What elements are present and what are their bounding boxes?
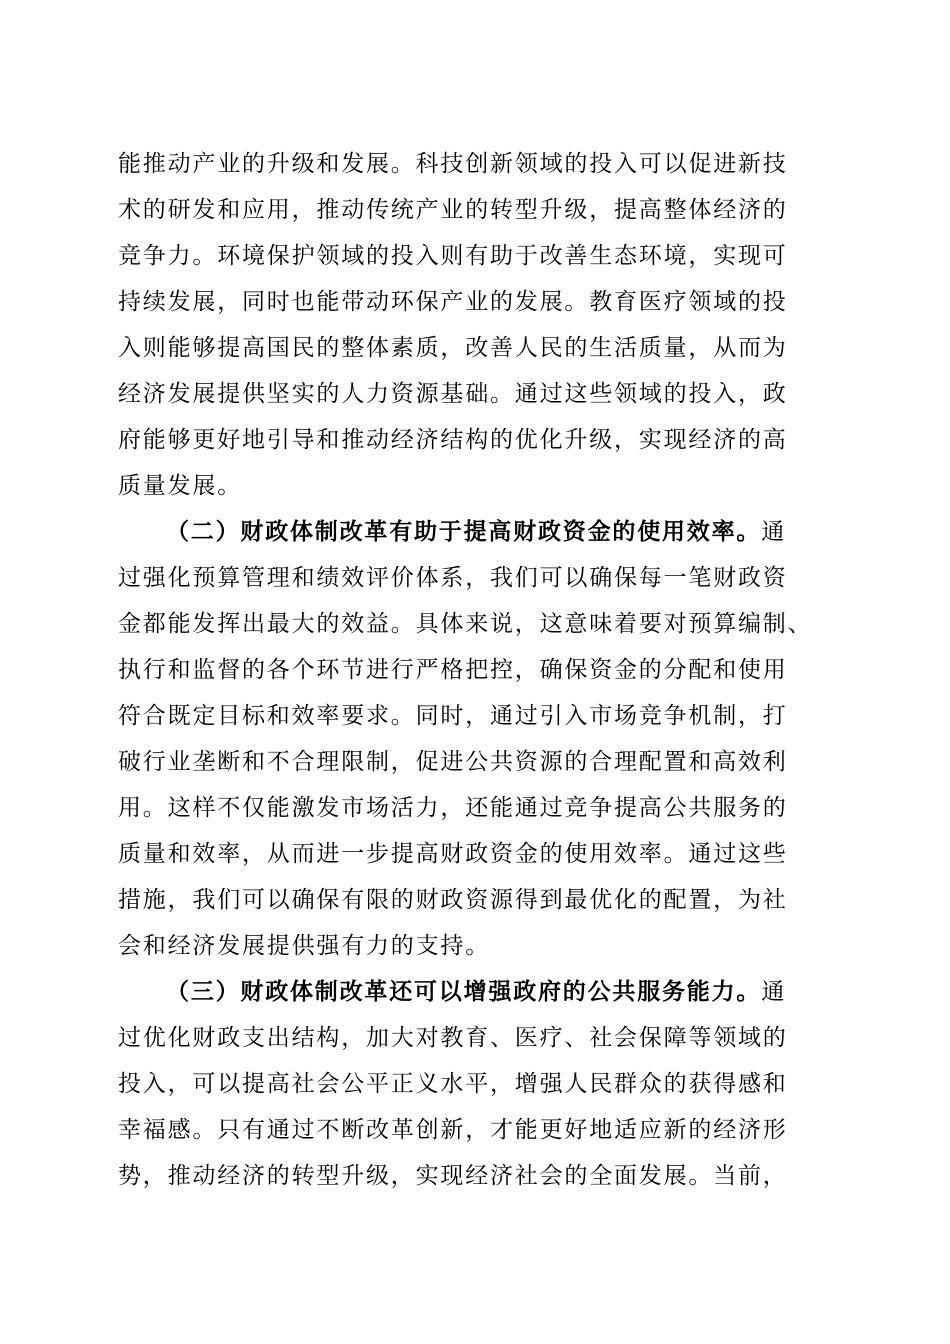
text-line: 幸福感。只有通过不断改革创新，才能更好地适应新的经济形 bbox=[118, 1117, 788, 1143]
text-line: 过优化财政支出结构，加大对教育、医疗、社会保障等领域的 bbox=[118, 1025, 788, 1051]
section-heading-2: （二）财政体制改革有助于提高财政资金的使用效率。 bbox=[166, 518, 762, 545]
text-line: 经济发展提供坚实的人力资源基础。通过这些领域的投入，政 bbox=[118, 381, 788, 407]
text-line: 持续发展，同时也能带动环保产业的发展。教育医疗领域的投 bbox=[118, 289, 788, 315]
section-heading-line bbox=[118, 509, 838, 555]
text-line: 符合既定目标和效率要求。同时，通过引入市场竞争机制，打 bbox=[118, 703, 788, 729]
heading-line-tail: 通 bbox=[761, 979, 787, 1005]
text-line: 质量发展。 bbox=[118, 473, 242, 499]
text-line: 金都能发挥出最大的效益。具体来说，这意味着要对预算编制、 bbox=[118, 611, 813, 637]
text-line: 质量和效率，从而进一步提高财政资金的使用效率。通过这些 bbox=[118, 841, 788, 867]
text-line: 会和经济发展提供强有力的支持。 bbox=[118, 933, 490, 959]
text-line: 府能够更好地引导和推动经济结构的优化升级，实现经济的高 bbox=[118, 427, 788, 453]
document-body bbox=[118, 141, 838, 1199]
section-heading-line bbox=[118, 969, 838, 1015]
text-line: 入则能够提高国民的整体素质，改善人民的生活质量，从而为 bbox=[118, 335, 788, 361]
text-line: 能推动产业的升级和发展。科技创新领域的投入可以促进新技 bbox=[118, 151, 788, 177]
text-line: 执行和监督的各个环节进行严格把控，确保资金的分配和使用 bbox=[118, 657, 788, 683]
text-line: 用。这样不仅能激发市场活力，还能通过竞争提高公共服务的 bbox=[118, 795, 788, 821]
text-line: 投入，可以提高社会公平正义水平，增强人民群众的获得感和 bbox=[118, 1071, 788, 1097]
text-line: 破行业垄断和不合理限制，促进公共资源的合理配置和高效利 bbox=[118, 749, 788, 775]
text-line: 术的研发和应用，推动传统产业的转型升级，提高整体经济的 bbox=[118, 197, 788, 223]
heading-line-tail: 通 bbox=[761, 519, 787, 545]
text-line: 措施，我们可以确保有限的财政资源得到最优化的配置，为社 bbox=[118, 887, 788, 913]
text-line: 竞争力。环境保护领域的投入则有助于改善生态环境，实现可 bbox=[118, 243, 788, 269]
section-heading-3: （三）财政体制改革还可以增强政府的公共服务能力。 bbox=[166, 978, 762, 1005]
text-line: 势，推动经济的转型升级，实现经济社会的全面发展。当前， bbox=[118, 1163, 788, 1189]
text-line: 过强化预算管理和绩效评价体系，我们可以确保每一笔财政资 bbox=[118, 565, 788, 591]
